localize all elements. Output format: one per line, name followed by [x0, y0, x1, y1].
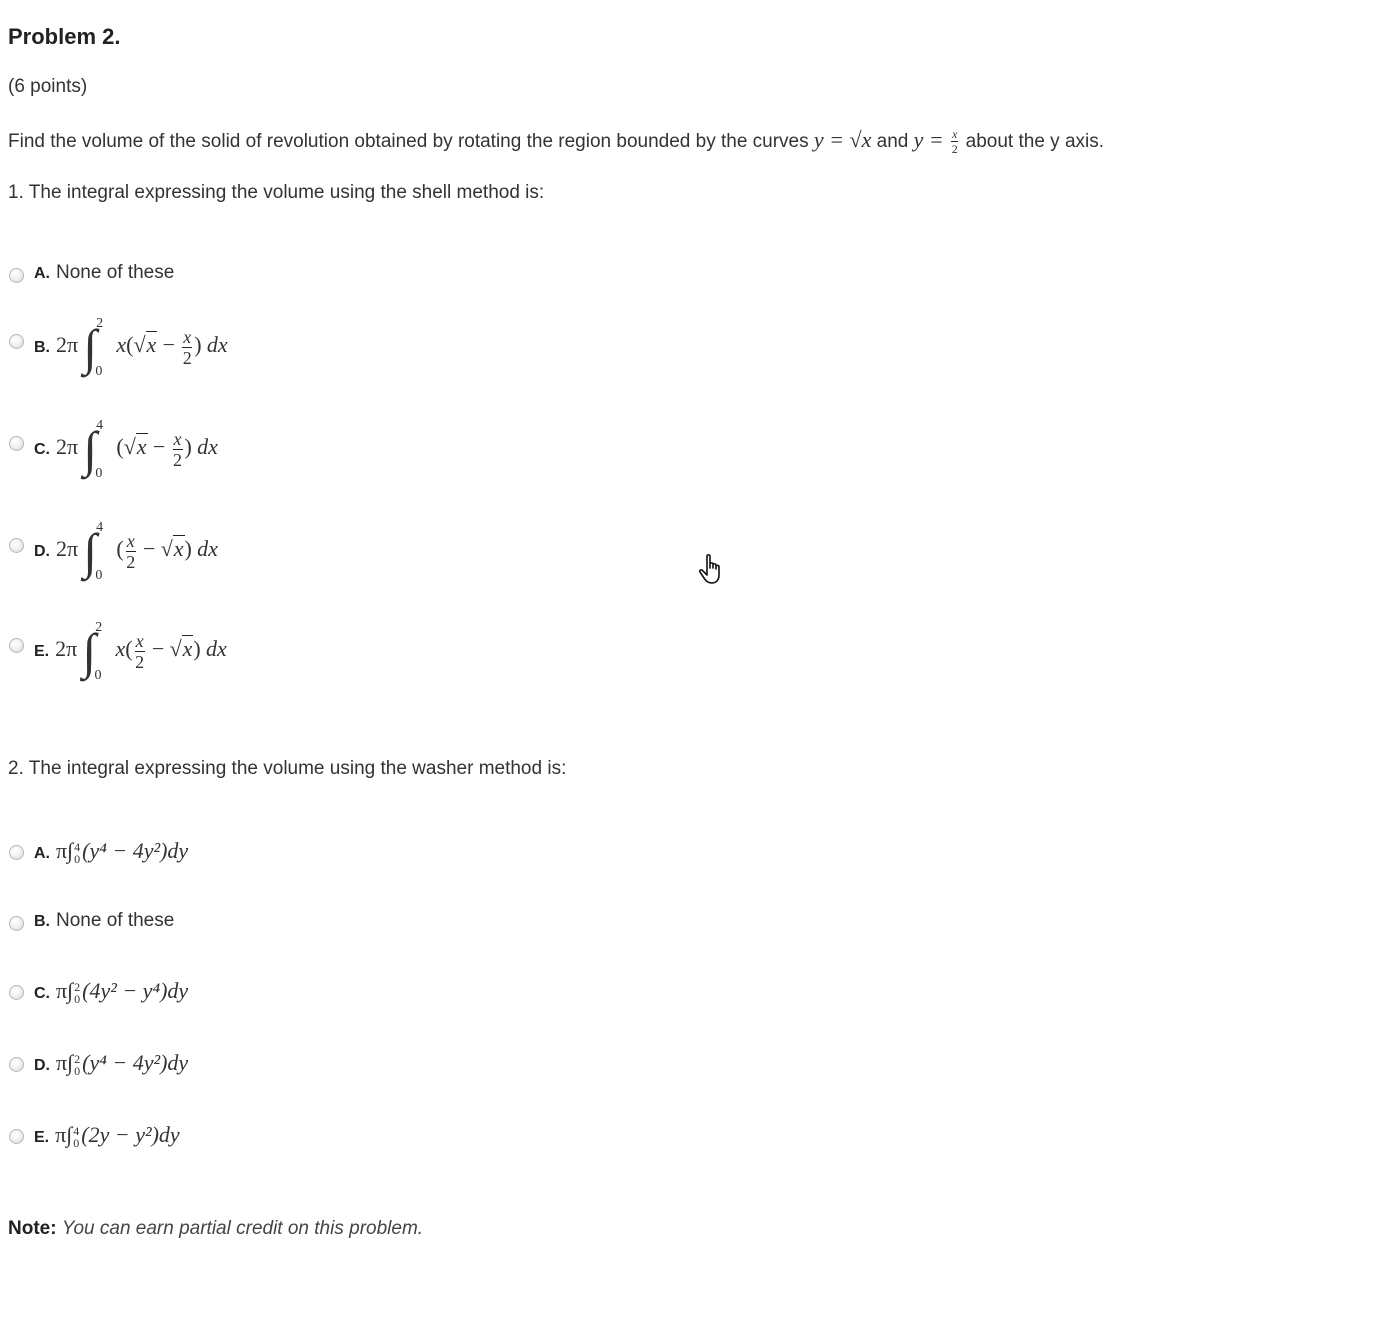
part2-option-c[interactable]: [34, 978, 188, 1005]
option-text: None of these: [56, 910, 175, 931]
integrand: (y⁴ − 4y²)dy: [82, 838, 189, 863]
part1-option-c[interactable]: C. 2π ∫ 4 0 (√x − $\frac{x}{2}$ ) dx: [34, 418, 218, 481]
problem-points: (6 points): [8, 76, 88, 97]
integral-sign: ∫: [67, 838, 74, 863]
part1-radio-d[interactable]: [9, 538, 24, 553]
part2-option-d[interactable]: [34, 1050, 188, 1077]
part1-radio-a[interactable]: [9, 268, 24, 283]
integrand: (2y − y²)dy: [81, 1122, 180, 1147]
part2-radio-a[interactable]: [9, 845, 24, 860]
part1-question: 1. The integral expressing the volume using the shell method is:: [8, 182, 545, 203]
curve-2-den: 2: [951, 142, 958, 157]
part2-radio-d[interactable]: [9, 1057, 24, 1072]
fraction-x-over-2: $\frac{x}{2}$: [126, 530, 136, 572]
dx: dx: [206, 636, 227, 662]
hand-pointer-icon: [698, 553, 726, 587]
coef-2pi: 2π: [56, 434, 79, 460]
part2-option-b[interactable]: [34, 910, 174, 932]
part2-radio-c[interactable]: [9, 985, 24, 1000]
problem-title: Problem 2.: [8, 24, 121, 49]
coef-2pi: 2π: [56, 536, 79, 562]
fraction-x-over-2: $\frac{x}{2}$: [182, 326, 192, 368]
part1-option-d[interactable]: D. 2π ∫ 4 0 ( $\frac{x}{2}$ − √x) dx: [34, 520, 218, 583]
var-x: x: [115, 636, 126, 662]
option-letter: E.: [34, 1129, 50, 1146]
part2-option-a[interactable]: [34, 838, 188, 865]
statement-prefix: Find the volume of the solid of revolution obtained by rotating the region bounded by the curves: [8, 131, 809, 152]
pi: π: [56, 838, 68, 863]
curve-2-lhs: y =: [913, 127, 944, 152]
note-label: Note:: [8, 1218, 57, 1239]
statement-suffix: about the y axis.: [965, 131, 1105, 152]
option-letter: B.: [34, 339, 50, 357]
integral-limits: 4 0: [73, 1123, 80, 1150]
option-letter: A.: [34, 265, 50, 282]
curve-2-fraction: [951, 128, 958, 155]
dx: dx: [197, 434, 218, 460]
option-letter: C.: [34, 441, 50, 459]
integral-sign: ∫: [67, 978, 74, 1003]
coef-2pi: 2π: [55, 636, 78, 662]
integral-limits: 2 0: [74, 979, 81, 1006]
integrand: (4y² − y⁴)dy: [82, 978, 189, 1003]
integral-sign: ∫: [67, 1050, 74, 1075]
dx: dx: [197, 536, 218, 562]
sqrt-x: √x: [160, 536, 184, 562]
option-letter: A.: [34, 845, 50, 862]
pi: π: [55, 1122, 67, 1147]
part1-radio-c[interactable]: [9, 436, 24, 451]
part1-option-a[interactable]: [34, 262, 174, 284]
part1-radio-b[interactable]: [9, 334, 24, 349]
part2-question: 2. The integral expressing the volume using the washer method is:: [8, 758, 567, 779]
option-letter: B.: [34, 913, 50, 930]
problem-statement: [8, 127, 1104, 155]
option-letter: E.: [34, 643, 50, 661]
part2-radio-b[interactable]: [9, 916, 24, 931]
fraction-x-over-2: $\frac{x}{2}$: [135, 630, 145, 672]
note-text: You can earn partial credit on this problem.: [61, 1218, 424, 1239]
integrand: (y⁴ − 4y²)dy: [82, 1050, 189, 1075]
integral-limits: 2 0: [74, 1051, 81, 1078]
integral-sign: ∫: [66, 1122, 73, 1147]
curve-1: y = √x: [813, 127, 872, 152]
coef-2pi: 2π: [56, 332, 79, 358]
option-letter: D.: [34, 1057, 50, 1074]
integral-sign: ∫ 4 0: [83, 520, 104, 583]
integral-sign: ∫ 4 0: [83, 418, 104, 481]
integral-sign: ∫ 2 0: [83, 316, 104, 379]
curve-2-num: x: [952, 127, 958, 142]
fraction-x-over-2: $\frac{x}{2}$: [173, 428, 183, 470]
part1-option-e[interactable]: E. 2π ∫ 2 0 x( $\frac{x}{2}$ − √x) dx: [34, 620, 227, 683]
sqrt-x: √x: [169, 636, 193, 662]
pi: π: [56, 1050, 68, 1075]
var-x: x: [116, 332, 127, 358]
integral-limits: 4 0: [74, 839, 81, 866]
dx: dx: [206, 332, 228, 358]
option-letter: D.: [34, 543, 50, 561]
pi: π: [56, 978, 68, 1003]
option-text: None of these: [56, 262, 175, 283]
sqrt-x: √x: [133, 332, 157, 358]
part1-radio-e[interactable]: [9, 638, 24, 653]
option-letter: C.: [34, 985, 50, 1002]
partial-credit-note: [8, 1218, 423, 1240]
part2-radio-e[interactable]: [9, 1129, 24, 1144]
sqrt-x: √x: [123, 434, 147, 460]
part2-option-e[interactable]: [34, 1122, 180, 1149]
and-word: and: [876, 131, 909, 152]
integral-sign: ∫ 2 0: [82, 620, 103, 683]
part1-option-b[interactable]: B. 2π ∫ 2 0 x(√x − $\frac{x}{2}$ ) dx: [34, 316, 228, 379]
